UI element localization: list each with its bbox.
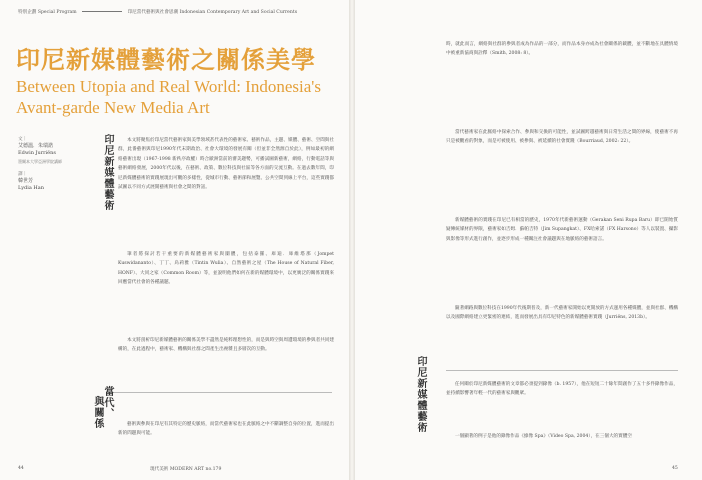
body-paragraph: 當代藝術家在此脈絡中探索合作、參與和交換的可能性，並試圖跨越藝術與日常生活之間的界線，使藝術不再只是被觀看的對象，而是可被使用、被參與、被延續的社會實踐（Bourriaud, 2002: 22）。 — [446, 130, 678, 145]
byline — [18, 136, 70, 192]
body-paragraph: 本文將聚焦於印尼當代藝術家與美學領域甚代表性的藝術家、藝術作品，主題、媒體、藝術、空間與社群，此番藝術與印尼1990年代末期政治、社會大環境的發展有關（但並非全然源自於此），例如最初的網絡藝術出現（1967-1998 新秩序政權）時合歐洲當前的審美趨勢，可播試圖新藝術，網絡，行動電話等與藝術網絡發展，2000年代以後，在藝術、政策、數位科技與社區等各方面的交流互動。在過去數年間，印尼新媒體藝術的實踐展現出可觀的多樣性，從城市行動、藝術節和展覽、公共空間到線上平台，這些實踐都試圖以不同方式展開藝術與社會之間的對話。 — [118, 138, 334, 191]
left-page — [0, 0, 350, 480]
article-title-en: Between Utopia and Real World: Indonesia's Avant-garde New Media Art — [16, 77, 321, 117]
body-paragraph: 筆者將探討若干重要的新媒體藝術家與團體，包括泰羅、庫迪．庫維塔那（Jompet Kuswidananto）、丁丁、烏莉雅（Tintin Wulia）、自然藝術之屋（The House of Natural Fiber, HONF）、大同之家（Common Room）等，並說明他們如何在新的媒體環境中，以更廣泛的關係實踐來回應當代社會的各種議題。 — [118, 252, 334, 286]
section2-title-b: 當代、 — [102, 386, 113, 419]
translator-name-zh: 韓世芳 — [18, 178, 34, 185]
section-divider — [446, 370, 678, 371]
section-divider — [108, 392, 332, 393]
body-paragraph: 一個顯著的例子是他的錄像作品《綠像 Spa》（Video Spa, 2004），在三個大的實體空 — [455, 434, 632, 439]
running-head-text: 印尼當代藝術與社會思潮 Indonesian Contemporary Art and Social Currents — [127, 10, 298, 15]
body-paragraph: 任何關於印尼新媒體藝術的文章都必須提到錄像（b. 1957），他在短短二十餘年間創作了五十多件錄像作品，並持續影響著年輕一代的藝術家與觀眾。 — [446, 382, 678, 397]
body-paragraph: 本文將剖析印尼新媒體藝術的關係美學不盡然是純粹理想性的，而是與時空與周遭環境的參與者共同建構的，在此過程中，藝術家、機構與社群之間產生出複雜且多層次的互動。 — [118, 338, 334, 353]
translator-label: 譯｜ — [18, 171, 28, 177]
body-paragraph: 藝術與參與在印尼有其特定的歷史脈絡，而當代藝術家也在此脈絡之中不斷調整自身的位置，進而提出新的問題與可能。 — [118, 422, 334, 437]
body-paragraph: 隨著網路與數位科技在1990年代後期普及，新一代藝術家開始以更開放的方式運用各種媒體，並與社群、機構以及國際網絡建立更緊密的連結，進而發展出具有印尼特色的新媒體藝術實踐（Jurriëns, 2013b）。 — [446, 306, 679, 321]
body-paragraph: 新媒體藝術的實踐在印尼已有相當的歷史，1970年代新藝術運動（Gerakan Seni Rupa Baru）即已開始質疑傳統媒材的界限，藝術家如吉姆．蘇帕吉特（Jim Supangkat）、FX哈索諾（FX Harsono）等人以裝置、攝影與影像等形式進行創作，並逐步形成一種關注社會議題與在地脈絡的藝術語言。 — [446, 218, 678, 242]
author-name-zh: 艾德溫．朱瑞諾 — [18, 143, 54, 150]
section3-title-a: 印尼新媒體藝術 — [415, 356, 426, 433]
page-number-left: 44 — [18, 466, 24, 471]
translator-name-en: Lydia Han — [18, 185, 44, 192]
body-paragraph: 時，就此而言，網絡與社群的參與者成為作品的一部分，而作品本身亦成為社會關係的載體，並不斷地在具體情境中被重新協商與詮釋（Smith, 2008: 8）。 — [446, 42, 678, 57]
page-number-right: 45 — [672, 466, 678, 471]
author-label: 文｜ — [18, 137, 28, 142]
running-head-prefix: 特別企劃 Special Program — [18, 10, 77, 15]
section2-title-a: 與關係 — [92, 396, 103, 429]
author-affiliation: 墨爾本大學亞洲學院講師 — [18, 158, 62, 164]
article-title-zh: 印尼新媒體藝術之關係美學 — [16, 45, 316, 74]
section-title-vertical: 印尼新媒體藝術 — [102, 134, 113, 211]
page-footer: 現代美術 MODERN ART no.179 — [150, 467, 222, 472]
running-head — [18, 9, 297, 15]
author-name-en: Edwin Jurriëns — [18, 150, 56, 157]
running-head-rule — [82, 11, 122, 12]
